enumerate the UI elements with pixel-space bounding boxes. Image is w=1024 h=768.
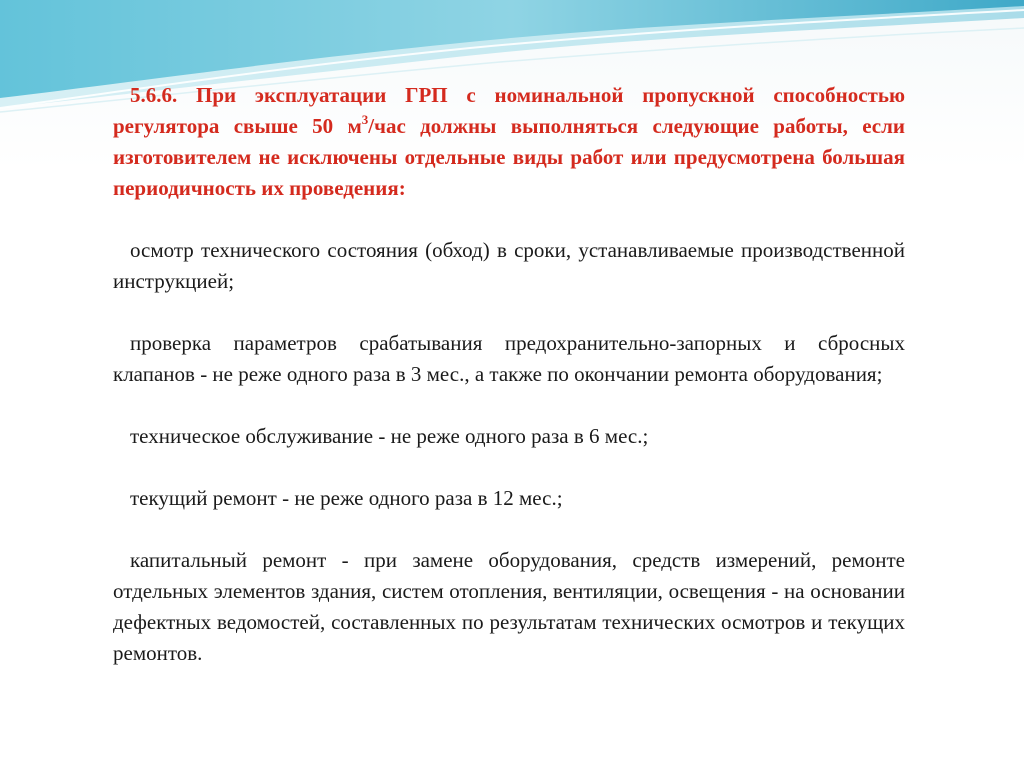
list-item-valve-check: проверка параметров срабатывания предохранительно-запорных и сбросных клапанов - не реже одного раза в 3 мес., а также по окончании ремонта оборудования; <box>113 331 905 386</box>
heading-superscript: 3 <box>361 112 369 127</box>
list-item-maintenance: техническое обслуживание - не реже одного раза в 6 мес.; <box>130 424 649 448</box>
heading-text-part2: /час должны выполняться следующие работы, если изготовителем не исключены отдельные виды работ или предусмотрена большая периодичность их проведения: <box>113 114 905 200</box>
section-number: 5.6.6. <box>130 83 178 107</box>
slide-content <box>113 80 905 669</box>
section-heading <box>113 80 905 204</box>
list-item-capital-repair: капитальный ремонт - при замене оборудования, средств измерений, ремонте отдельных элементов здания, систем отопления, вентиляции, освещения - на основании дефектных ведомостей, составленных по результатам технических осмотров и текущих ремонтов. <box>113 548 905 665</box>
list-item-current-repair: текущий ремонт - не реже одного раза в 12 мес.; <box>130 486 563 510</box>
list-item-inspection: осмотр технического состояния (обход) в сроки, устанавливаемые производственной инструкцией; <box>113 238 905 293</box>
heading-text-part1: При эксплуатации ГРП с номинальной пропускной способностью регулятора свыше 50 м <box>113 83 905 138</box>
